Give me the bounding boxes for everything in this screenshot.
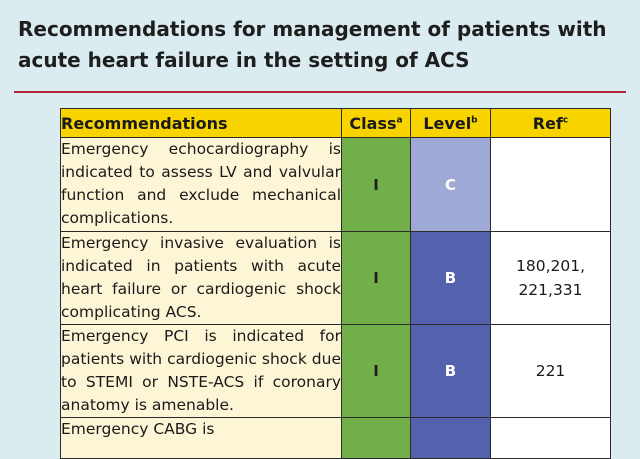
recommendation-text: Emergency PCI is indicated for patients with cardiogenic shock due to STEMI or NSTE-ACS if coronary anatomy is amenable. [61, 325, 342, 418]
ref-cell [491, 138, 611, 232]
header-class-footnote: a [396, 115, 403, 126]
table-row [61, 325, 611, 418]
class-cell: I [342, 138, 411, 232]
header-level: Level$^b$ [411, 109, 491, 138]
ref-cell: 180,201, 221,331 [491, 232, 611, 325]
class-cell: I [342, 325, 411, 418]
recommendation-text: Emergency CABG is [61, 418, 342, 459]
recommendation-text: Emergency echocardiography is indicated to assess LV and valvular function and exclude mechanical complications. [61, 138, 342, 232]
header-ref-footnote: c [562, 115, 569, 126]
table-row [61, 418, 611, 459]
table-header-row [61, 109, 611, 138]
class-cell [342, 418, 411, 459]
ref-cell: 221 [491, 325, 611, 418]
header-class: Class$^a$ [342, 109, 411, 138]
table-row [61, 232, 611, 325]
class-cell: I [342, 232, 411, 325]
recommendation-text: Emergency invasive evaluation is indicated in patients with acute heart failure or cardiogenic shock complicating ACS. [61, 232, 342, 325]
title-divider [14, 91, 626, 93]
recommendations-table [60, 108, 611, 459]
level-cell: B [411, 325, 491, 418]
level-cell [411, 418, 491, 459]
ref-cell [491, 418, 611, 459]
level-cell: C [411, 138, 491, 232]
header-recommendations: Recommendations [61, 109, 342, 138]
table-row [61, 138, 611, 232]
header-ref: Ref$^c$ [491, 109, 611, 138]
page-title: Recommendations for management of patients with acute heart failure in the setting of ACS [18, 17, 607, 72]
header-level-footnote: b [471, 115, 478, 126]
level-cell: B [411, 232, 491, 325]
